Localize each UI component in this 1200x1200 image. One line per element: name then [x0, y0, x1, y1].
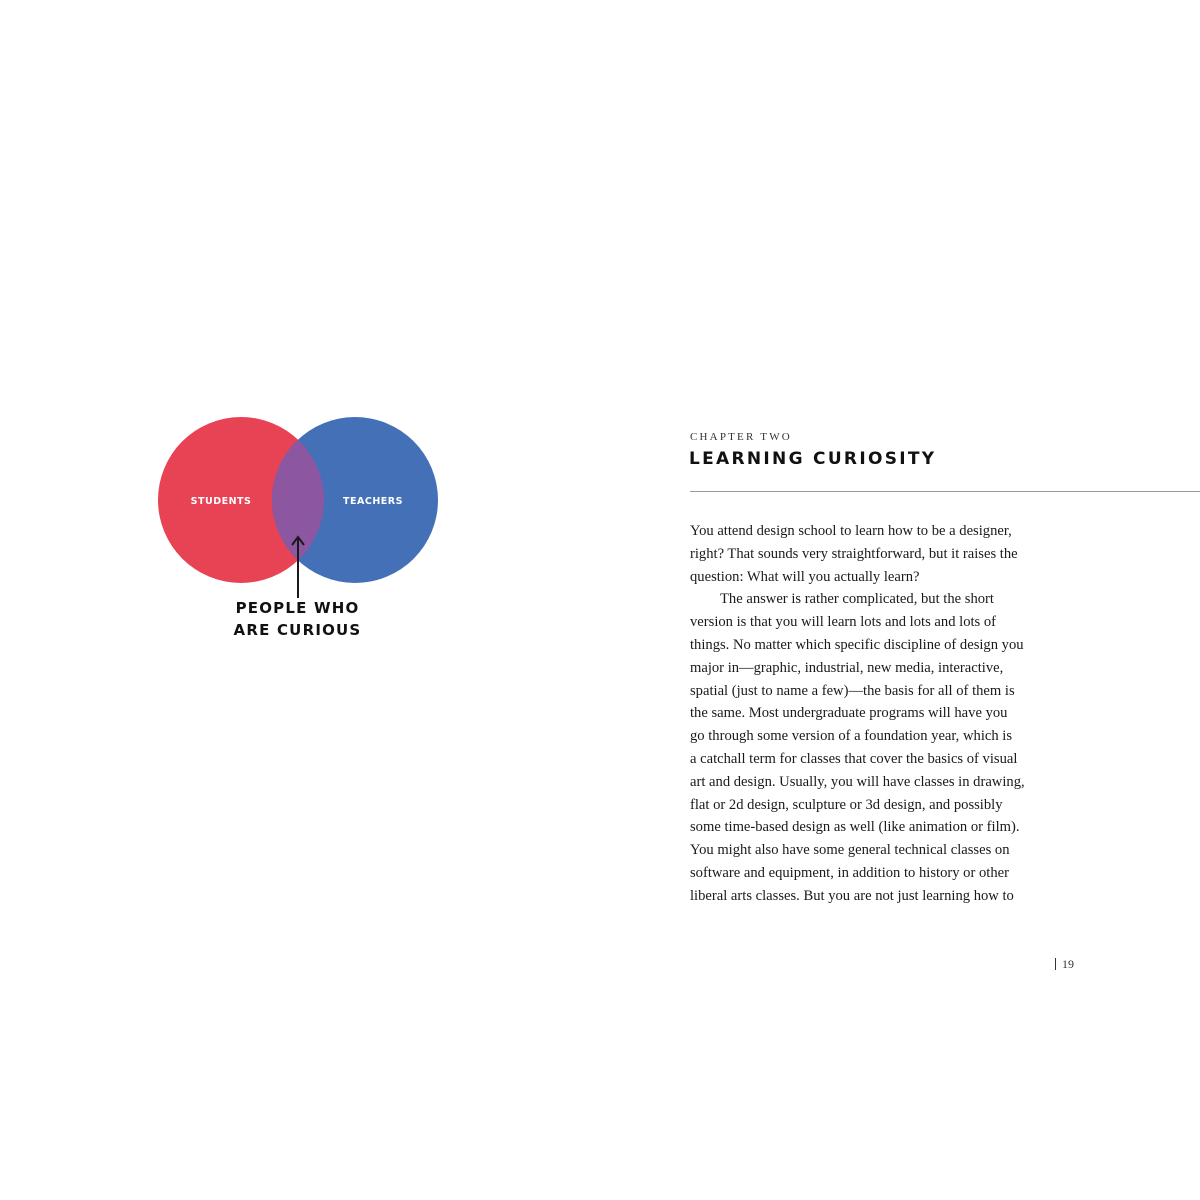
body-line: You might also have some general technical classes on [690, 842, 1010, 859]
body-line: right? That sounds very straightforward, but it raises the [690, 545, 1018, 562]
students-label: STUDENTS [190, 496, 252, 507]
body-line: question: What will you actually learn? [690, 568, 920, 585]
callout-line-2: ARE CURIOUS [233, 621, 362, 639]
title-divider [690, 491, 1200, 492]
folio-divider [1055, 958, 1056, 970]
body-text [690, 520, 1075, 908]
body-line: version is that you will learn lots and lots and lots of [690, 614, 997, 631]
callout-line-1: PEOPLE WHO [235, 599, 360, 617]
body-line: liberal arts classes. But you are not just learning how to [690, 887, 1014, 904]
page-number-value: 19 [1062, 957, 1074, 971]
body-line: spatial (just to name a few)—the basis for all of them is [690, 682, 1015, 699]
venn-diagram [150, 410, 450, 600]
chapter-title: LEARNING CURIOSITY [689, 449, 937, 469]
body-line: things. No matter which specific discipline of design you [690, 636, 1024, 653]
body-line: a catchall term for classes that cover the basics of visual [690, 750, 1018, 767]
body-line: You attend design school to learn how to be a designer, [690, 523, 1012, 539]
body-line: major in—graphic, industrial, new media, interactive, [690, 659, 1004, 676]
body-line: some time-based design as well (like animation or film). [690, 819, 1020, 836]
body-line: software and equipment, in addition to history or other [690, 864, 1009, 881]
teachers-label: TEACHERS [343, 496, 403, 507]
chapter-number: CHAPTER TWO [690, 431, 792, 443]
overlap-callout [200, 597, 395, 641]
body-line: flat or 2d design, sculpture or 3d design, and possibly [690, 796, 1003, 813]
body-line: The answer is rather complicated, but the short [720, 591, 994, 608]
body-line: the same. Most undergraduate programs will have you [690, 705, 1008, 722]
page-number [1055, 957, 1074, 972]
body-line: art and design. Usually, you will have classes in drawing, [690, 773, 1025, 790]
body-line: go through some version of a foundation year, which is [690, 728, 1013, 745]
